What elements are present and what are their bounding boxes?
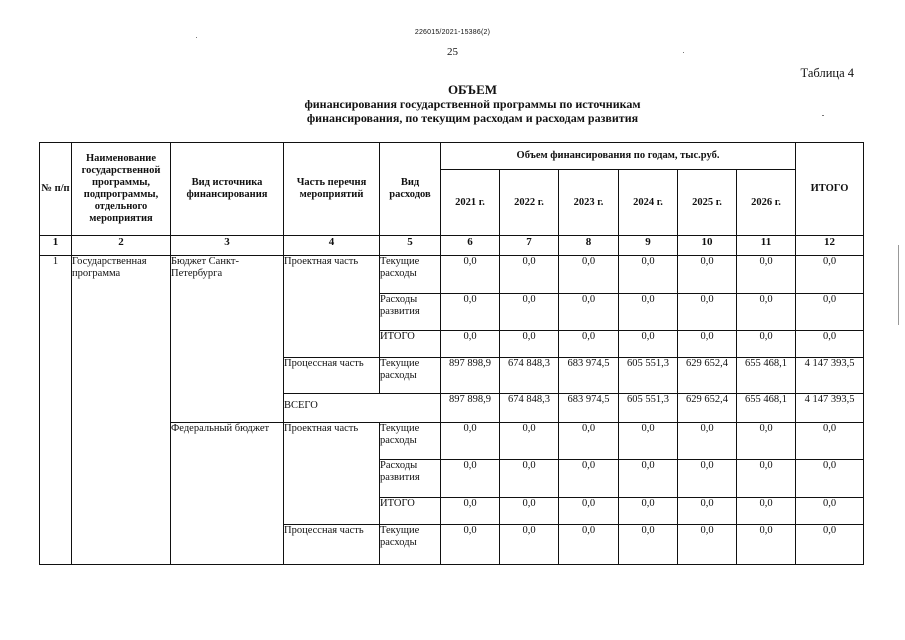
value-cell: 0,0 — [737, 525, 796, 565]
total-cell: 0,0 — [796, 498, 864, 525]
value-cell: 0,0 — [559, 498, 619, 525]
exp-type-current: Текущие расходы — [380, 256, 441, 294]
value-cell: 674 848,3 — [500, 394, 559, 423]
value-cell: 0,0 — [678, 423, 737, 460]
column-number: 4 — [284, 236, 380, 256]
total-cell: 0,0 — [796, 525, 864, 565]
value-cell: 0,0 — [500, 423, 559, 460]
value-cell: 683 974,5 — [559, 358, 619, 394]
part-process: Процессная часть — [284, 525, 380, 565]
header-volume: Объем финансирования по годам, тыс.руб. — [441, 143, 796, 170]
value-cell: 0,0 — [441, 423, 500, 460]
scan-speck — [196, 37, 197, 38]
value-cell: 0,0 — [619, 525, 678, 565]
header-row-1 — [40, 143, 864, 170]
header-year: 2026 г. — [737, 170, 796, 236]
value-cell: 0,0 — [441, 498, 500, 525]
value-cell: 0,0 — [500, 331, 559, 358]
title-line-3: финансирования, по текущим расходам и расходам развития — [306, 111, 639, 125]
header-source: Вид источника финансирования — [171, 143, 284, 236]
part-project: Проектная часть — [284, 423, 380, 525]
header-num: № п/п — [40, 143, 72, 236]
total-cell: 4 147 393,5 — [796, 394, 864, 423]
header-year: 2022 г. — [500, 170, 559, 236]
program-name: Государственная программа — [72, 256, 171, 565]
value-cell: 0,0 — [737, 498, 796, 525]
value-cell: 0,0 — [441, 294, 500, 331]
table-title — [200, 83, 745, 125]
value-cell: 0,0 — [619, 460, 678, 498]
value-cell: 0,0 — [678, 256, 737, 294]
value-cell: 0,0 — [737, 460, 796, 498]
column-number: 5 — [380, 236, 441, 256]
column-number: 3 — [171, 236, 284, 256]
value-cell: 0,0 — [559, 331, 619, 358]
exp-type-development: Расходы развития — [380, 460, 441, 498]
row-number: 1 — [40, 256, 72, 565]
financing-table — [39, 142, 864, 565]
value-cell: 0,0 — [441, 525, 500, 565]
column-number: 9 — [619, 236, 678, 256]
value-cell: 0,0 — [619, 256, 678, 294]
title-line-1: ОБЪЕМ — [447, 82, 498, 97]
table-label: Таблица 4 — [800, 66, 854, 80]
header-year: 2023 г. — [559, 170, 619, 236]
part-project: Проектная часть — [284, 256, 380, 358]
value-cell: 0,0 — [737, 294, 796, 331]
value-cell: 0,0 — [559, 294, 619, 331]
header-year: 2025 г. — [678, 170, 737, 236]
column-number: 7 — [500, 236, 559, 256]
value-cell: 0,0 — [678, 294, 737, 331]
exp-type-total: ИТОГО — [380, 331, 441, 358]
header-name: Наименование государственной программы, подпрограммы, отдельного мероприятия — [72, 143, 171, 236]
part-process: Процессная часть — [284, 358, 380, 394]
value-cell: 0,0 — [559, 423, 619, 460]
document-id: 226015/2021-15386(2) — [414, 29, 491, 36]
value-cell: 0,0 — [737, 423, 796, 460]
exp-type-current: Текущие расходы — [380, 525, 441, 565]
value-cell: 655 468,1 — [737, 394, 796, 423]
value-cell: 0,0 — [441, 256, 500, 294]
value-cell: 0,0 — [500, 256, 559, 294]
total-cell: 0,0 — [796, 423, 864, 460]
value-cell: 0,0 — [678, 331, 737, 358]
value-cell: 629 652,4 — [678, 358, 737, 394]
value-cell: 0,0 — [678, 525, 737, 565]
value-cell: 0,0 — [500, 498, 559, 525]
value-cell: 0,0 — [678, 498, 737, 525]
exp-type-total: ИТОГО — [380, 498, 441, 525]
value-cell: 0,0 — [737, 331, 796, 358]
value-cell: 655 468,1 — [737, 358, 796, 394]
scan-edge-line — [898, 245, 899, 325]
value-cell: 629 652,4 — [678, 394, 737, 423]
value-cell: 0,0 — [678, 460, 737, 498]
scan-speck — [822, 115, 824, 116]
header-total: ИТОГО — [796, 143, 864, 236]
exp-type-current: Текущие расходы — [380, 423, 441, 460]
total-cell: 0,0 — [796, 331, 864, 358]
value-cell: 0,0 — [619, 423, 678, 460]
value-cell: 605 551,3 — [619, 358, 678, 394]
source-spb: Бюджет Санкт-Петербурга — [171, 256, 284, 423]
column-number: 1 — [40, 236, 72, 256]
total-cell: 0,0 — [796, 460, 864, 498]
value-cell: 605 551,3 — [619, 394, 678, 423]
value-cell: 674 848,3 — [500, 358, 559, 394]
part-all: ВСЕГО — [284, 394, 441, 423]
value-cell: 0,0 — [441, 331, 500, 358]
scan-speck — [683, 52, 684, 53]
table-row — [40, 256, 864, 294]
column-number: 2 — [72, 236, 171, 256]
total-cell: 0,0 — [796, 294, 864, 331]
exp-type-current: Текущие расходы — [380, 358, 441, 394]
column-number: 10 — [678, 236, 737, 256]
column-number: 8 — [559, 236, 619, 256]
value-cell: 0,0 — [737, 256, 796, 294]
column-number: 11 — [737, 236, 796, 256]
value-cell: 0,0 — [500, 525, 559, 565]
column-number: 6 — [441, 236, 500, 256]
page-number: 25 — [447, 46, 458, 58]
value-cell: 897 898,9 — [441, 358, 500, 394]
value-cell: 0,0 — [500, 294, 559, 331]
value-cell: 683 974,5 — [559, 394, 619, 423]
column-number: 12 — [796, 236, 864, 256]
value-cell: 0,0 — [500, 460, 559, 498]
value-cell: 0,0 — [619, 498, 678, 525]
value-cell: 0,0 — [619, 294, 678, 331]
exp-type-development: Расходы развития — [380, 294, 441, 331]
header-exp-type: Вид расходов — [380, 143, 441, 236]
column-number-row — [40, 236, 864, 256]
value-cell: 0,0 — [559, 256, 619, 294]
title-line-2: финансирования государственной программы по источникам — [304, 97, 641, 111]
header-year: 2024 г. — [619, 170, 678, 236]
header-part: Часть перечня мероприятий — [284, 143, 380, 236]
total-cell: 0,0 — [796, 256, 864, 294]
value-cell: 0,0 — [441, 460, 500, 498]
total-cell: 4 147 393,5 — [796, 358, 864, 394]
value-cell: 897 898,9 — [441, 394, 500, 423]
value-cell: 0,0 — [559, 460, 619, 498]
source-federal: Федеральный бюджет — [171, 423, 284, 565]
value-cell: 0,0 — [619, 331, 678, 358]
header-year: 2021 г. — [441, 170, 500, 236]
value-cell: 0,0 — [559, 525, 619, 565]
